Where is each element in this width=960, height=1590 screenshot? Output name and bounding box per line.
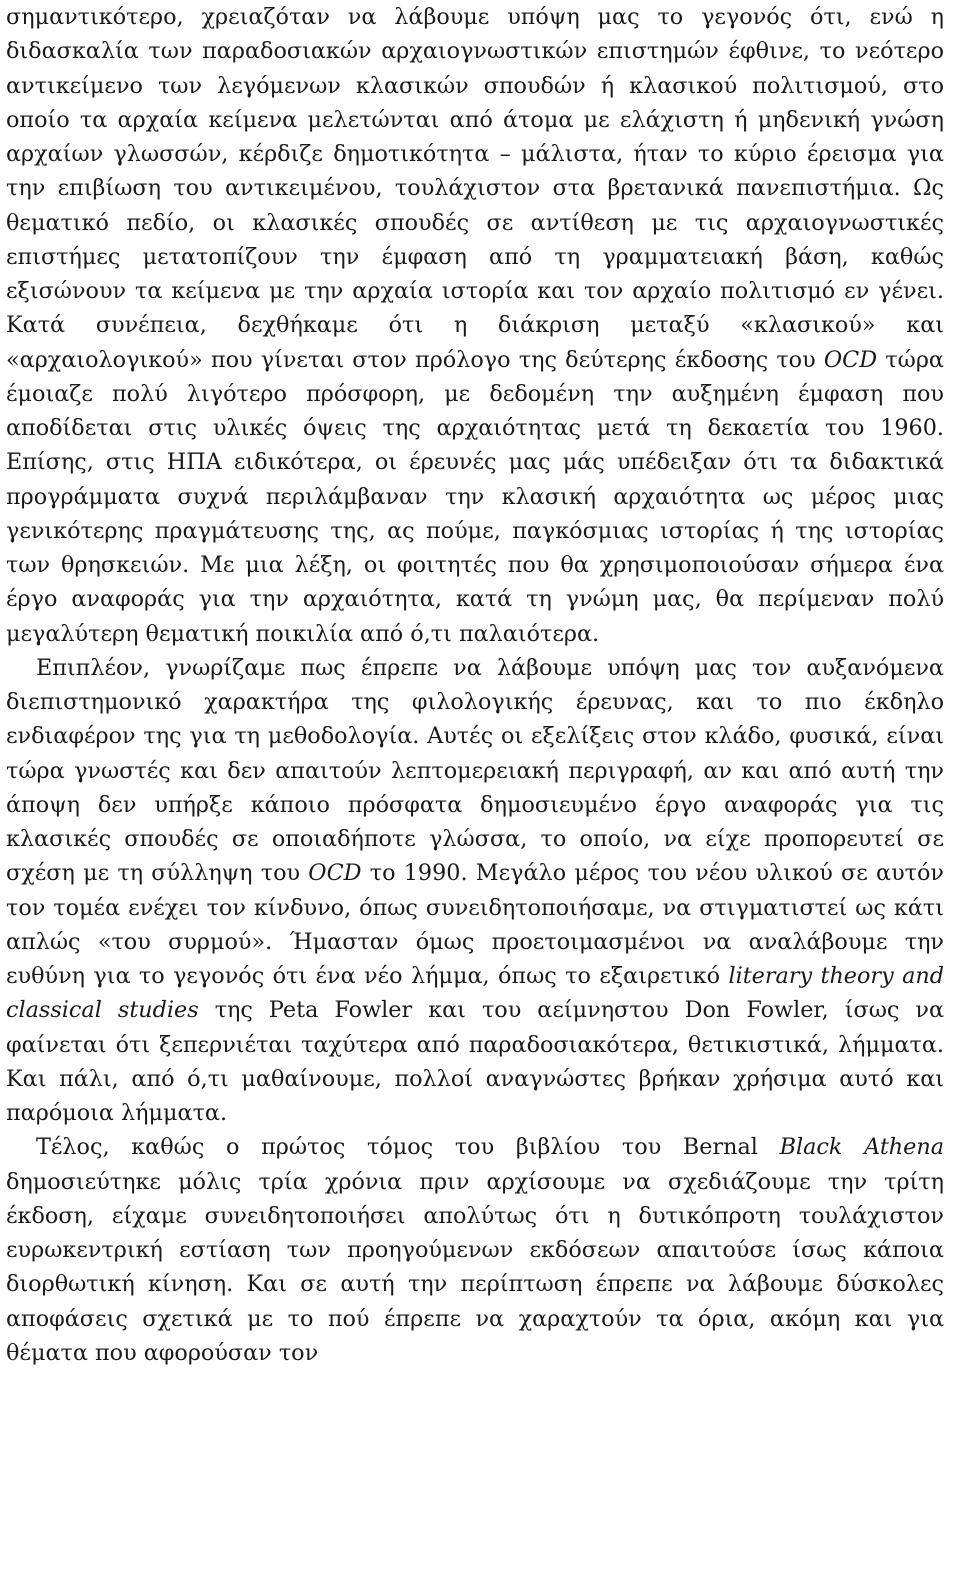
italic-title-ocd: OCD <box>823 346 878 373</box>
document-page <box>6 0 944 1370</box>
paragraph-2 <box>6 651 944 1131</box>
paragraph-text: το 1990. Μεγάλο μέρος του νέου υλικού σε αυτόν τον τομέα ενέχει τον κίνδυνο, όπως συνειδητοποιήσαμε, να στιγματιστεί ως κάτι απλώς «του συρμού». Ήμασταν όμως προετοιμασμένοι να αναλάβουμε την ευθύνη για το γεγονός ότι ένα νέο λήμμα, όπως το εξαιρετικό <box>6 860 944 989</box>
paragraph-text: Τέλος, καθώς ο πρώτος τόμος του βιβλίου του Bernal <box>36 1134 780 1161</box>
paragraph-text: Επιπλέον, γνωρίζαμε πως έπρεπε να λάβουμε υπόψη μας τον αυξανόμενα διεπιστημονικό χαρακτήρα της φιλολογικής έρευνας, και το πιο έκδηλο ενδιαφέρον της για τη μεθοδολογία. Αυτές οι εξελίξεις στον κλάδο, φυσικά, είναι τώρα γνωστές και δεν απαιτούν λεπτομερειακή περιγραφή, αν και από αυτή την άποψη δεν υπήρξε κάποιο πρόσφατα δημοσιευμένο έργο αναφοράς για τις κλασικές σπουδές σε οποιαδήποτε γλώσσα, το οποίο, να είχε προπορευτεί σε σχέση με τη σύλληψη του <box>6 654 944 887</box>
paragraph-1 <box>6 0 944 651</box>
paragraph-text: σημαντικότερο, χρειαζόταν να λάβουμε υπόψη μας το γεγονός ότι, ενώ η διδασκαλία των παραδοσιακών αρχαιογνωστικών επιστημών έφθινε, το νεότερο αντικείμενο των λεγόμενων κλασικών σπουδών ή κλασικού πολιτισμού, στο οποίο τα αρχαία κείμενα μελετώνται από άτομα με ελάχιστη ή μηδενική γνώση αρχαίων γλωσσών, κέρδιζε δημοτικότητα – μάλιστα, ήταν το κύριο έρεισμα για την επιβίωση του αντικειμένου, τουλάχιστον στα βρετανικά πανεπιστήμια. Ως θεματικό πεδίο, οι κλασικές σπουδές σε αντίθεση με τις αρχαιογνωστικές επιστήμες μετατοπίζουν την έμφαση από τη γραμματειακή βάση, καθώς εξισώνουν τα κείμενα με την αρχαία ιστορία και τον αρχαίο πολιτισμό εν γένει. Κατά συνέπεια, δεχθήκαμε ότι η διάκριση μεταξύ «κλασικού» και «αρχαιολογικού» που γίνεται στον πρόλογο της δεύτερης έκδοσης του <box>6 4 944 373</box>
paragraph-text: της Peta Fowler και του αείμνηστου Don Fowler, ίσως να φαίνεται ότι ξεπερνιέται ταχύτερα από παραδοσιακότερα, θετικιστικά, λήμματα. Και πάλι, από ό,τι μαθαίνουμε, πολλοί αναγνώστες βρήκαν χρήσιμα αυτό και παρόμοια λήμματα. <box>6 997 945 1126</box>
italic-entry-title: literary theory and classical studies <box>6 963 945 1024</box>
italic-book-title: Black Athena <box>779 1134 944 1161</box>
italic-title-ocd: OCD <box>308 860 362 887</box>
paragraph-text: τώρα έμοιαζε πολύ λιγότερο πρόσφορη, με δεδομένη την αυξημένη έμφαση που αποδίδεται στις υλικές όψεις της αρχαιότητας μετά τη δεκαετία του 1960. Επίσης, στις ΗΠΑ ειδικότερα, οι έρευνές μας μάς υπέδειξαν ότι τα διδακτικά προγράμματα συχνά περιλάμβαναν την κλασική αρχαιότητα ως μέρος μιας γενικότερης πραγμάτευσης της, ας πούμε, παγκόσμιας ιστορίας ή της ιστορίας των θρησκειών. Με μια λέξη, οι φοιτητές που θα χρησιμοποιούσαν σήμερα ένα έργο αναφοράς για την αρχαιότητα, κατά τη γνώμη μας, θα περίμεναν πολύ μεγαλύτερη θεματική ποικιλία από ό,τι παλαιότερα. <box>6 346 944 647</box>
paragraph-text: δημοσιεύτηκε μόλις τρία χρόνια πριν αρχίσουμε να σχεδιάζουμε την τρίτη έκδοση, είχαμε συνειδητοποιήσει απολύτως ότι η δυτικόπροτη τουλάχιστον ευρωκεντρική εστίαση των προηγούμενων εκδόσεων απαιτούσε ίσως κάποια διορθωτική κίνηση. Και σε αυτή την περίπτωση έπρεπε να λάβουμε δύσκολες αποφάσεις σχετικά με το πού έπρεπε να χαραχτούν τα όρια, ακόμη και για θέματα που αφορούσαν τον <box>6 1168 944 1366</box>
paragraph-3 <box>6 1130 944 1370</box>
